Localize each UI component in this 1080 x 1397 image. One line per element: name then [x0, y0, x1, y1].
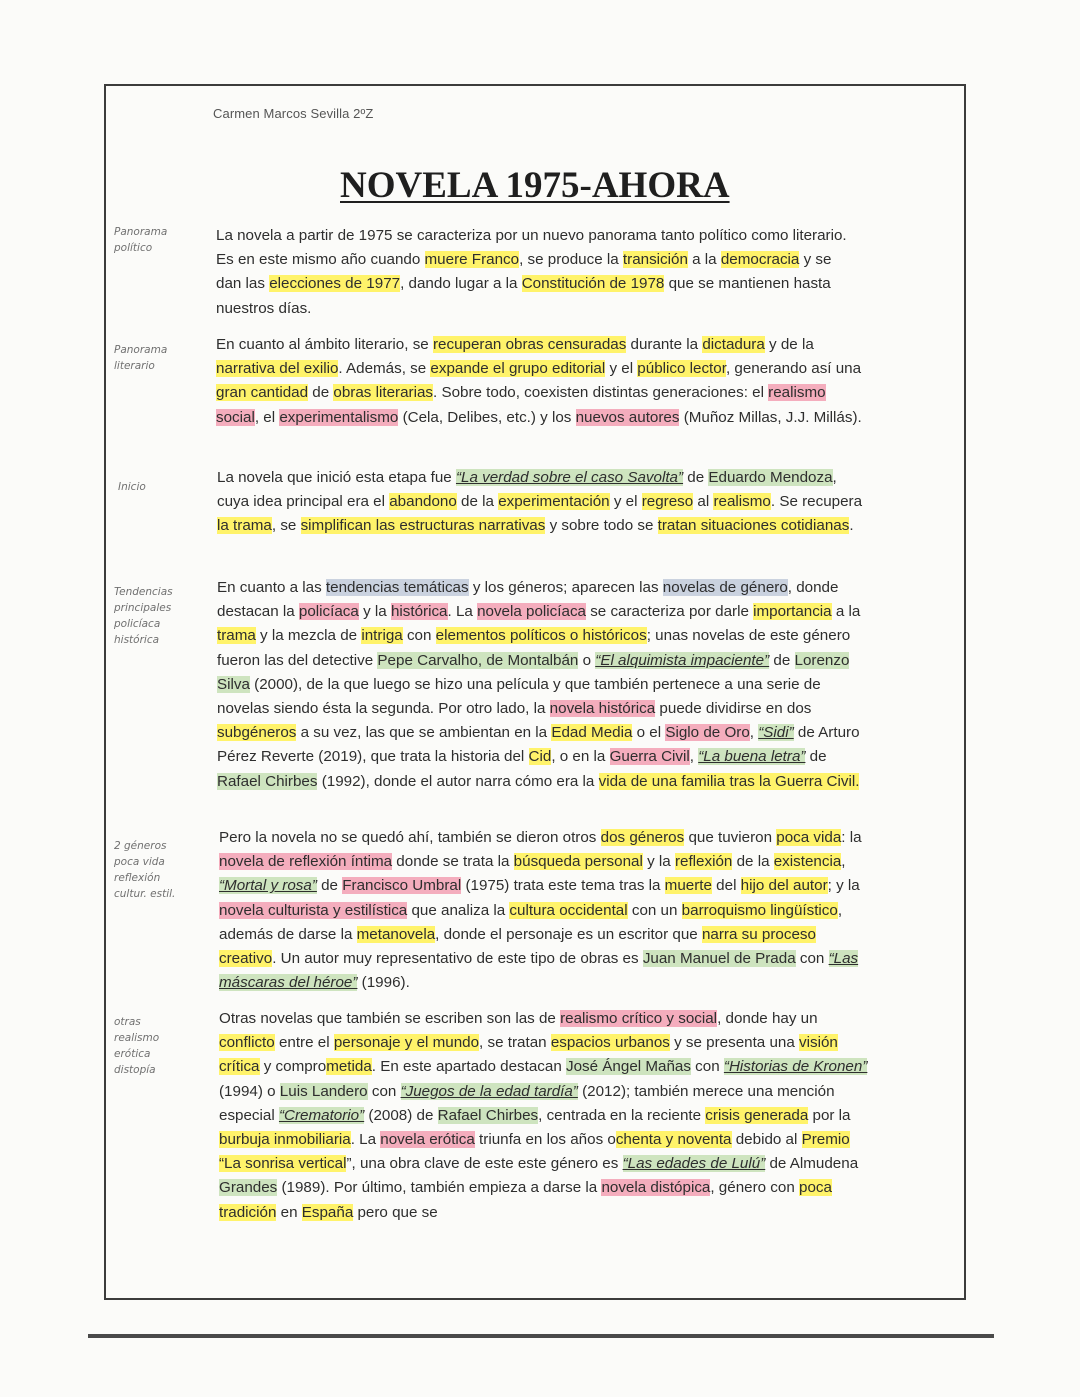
text-run: poca tradición: [219, 1179, 832, 1221]
paragraph-inicio: [217, 466, 863, 539]
paragraph-dos-generos: [219, 826, 869, 995]
text-run: histórica: [390, 603, 448, 621]
text-run: muerte: [664, 877, 712, 895]
text-run: de la: [732, 853, 774, 871]
text-run: ; unas novelas de este género fueron las del detective: [217, 627, 851, 669]
text-run: policíaca: [298, 603, 359, 621]
text-run: .: [849, 517, 854, 535]
text-run: La novela a partir de 1975 se caracteriza por un nuevo panorama tanto político como literario. Es en este mismo año cuando: [216, 227, 847, 269]
text-run: , se: [271, 517, 301, 535]
text-run: José Ángel Mañas: [566, 1058, 691, 1076]
text-run: y el: [605, 360, 638, 378]
text-run: , cuya idea principal era el: [217, 469, 837, 511]
text-run: realismo social: [216, 384, 826, 426]
text-run: del: [711, 877, 741, 895]
text-run: “Sidi”: [758, 724, 794, 742]
text-run: pero que se: [353, 1203, 438, 1221]
text-run: tratan situaciones cotidianas: [657, 517, 850, 535]
text-run: elementos políticos o históricos: [435, 627, 647, 645]
text-run: búsqueda personal: [513, 853, 643, 871]
text-run: nuevos autores: [575, 408, 680, 426]
text-run: conflicto: [219, 1034, 275, 1052]
text-run: narrativa del exilio: [216, 360, 339, 378]
page-title: NOVELA 1975-AHORA: [340, 165, 730, 206]
text-run: (Cela, Delibes, etc.) y los: [398, 408, 576, 426]
margin-note-line: distopía: [114, 1064, 156, 1076]
text-run: Edad Media: [551, 724, 633, 742]
text-run: barroquismo lingüístico: [681, 901, 838, 919]
margin-note-line: cultur. estil.: [114, 888, 176, 900]
text-run: experimentación: [498, 493, 610, 511]
text-run: . Además, se: [338, 360, 431, 378]
margin-note-line: Panorama: [114, 344, 168, 356]
text-run: espacios urbanos: [550, 1034, 670, 1052]
text-run: (2008) de: [364, 1106, 438, 1124]
text-run: “Las máscaras del héroe”: [219, 950, 859, 992]
text-run: , centrada en la reciente: [538, 1106, 706, 1124]
text-run: , género con: [710, 1179, 800, 1197]
text-run: con: [795, 950, 829, 968]
text-run: (1994) o: [219, 1082, 280, 1100]
text-run: , se tratan: [479, 1034, 551, 1052]
text-run: puede dividirse en dos: [655, 700, 812, 718]
text-run: Premio “La sonrisa vertical: [219, 1131, 850, 1173]
text-run: recuperan obras censuradas: [432, 336, 627, 353]
text-run: burbuja inmobiliaria: [219, 1131, 351, 1149]
text-run: . La: [350, 1131, 381, 1149]
text-run: en: [276, 1203, 302, 1221]
text-run: novelas de género: [662, 579, 788, 596]
text-run: abandono: [389, 493, 457, 511]
text-run: a la: [831, 603, 861, 621]
text-run: , donde hay un: [717, 1010, 818, 1027]
text-run: con: [690, 1058, 724, 1076]
text-run: “La verdad sobre el caso Savolta”: [455, 469, 684, 486]
text-run: ,: [689, 748, 699, 766]
text-run: o el: [632, 724, 666, 742]
text-run: y de la: [764, 336, 814, 353]
text-run: , además de darse la: [219, 901, 843, 943]
margin-note-line: literario: [114, 360, 155, 372]
text-run: (Muñoz Millas, J.J. Millás).: [679, 408, 862, 426]
text-run: España: [301, 1203, 354, 1221]
text-run: (1996).: [357, 974, 410, 992]
text-run: de: [769, 651, 795, 669]
text-run: . En este apartado destacan: [371, 1058, 566, 1076]
margin-note-line: 2 géneros: [114, 840, 167, 852]
text-run: importancia: [753, 603, 832, 621]
text-run: de: [805, 748, 827, 766]
text-run: y la mezcla de: [255, 627, 362, 645]
text-run: Pepe Carvalho, de Montalbán: [377, 651, 579, 669]
text-run: . Se recupera: [770, 493, 863, 511]
text-run: cultura occidental: [509, 901, 628, 919]
text-run: a su vez, las que se ambientan en la: [296, 724, 552, 742]
text-run: transición: [622, 251, 688, 269]
text-run: Rafael Chirbes: [217, 772, 318, 790]
text-run: donde se trata la: [392, 853, 514, 871]
text-run: y la: [642, 853, 675, 871]
text-run: Luis Landero: [279, 1082, 368, 1100]
text-run: de: [308, 384, 334, 402]
text-run: gran cantidad: [216, 384, 309, 402]
text-run: , donde destacan la: [217, 579, 839, 621]
text-run: “El alquimista impaciente”: [595, 651, 770, 669]
margin-note-inicio: [118, 479, 146, 495]
text-run: de: [683, 469, 709, 486]
text-run: elecciones de 1977: [269, 275, 401, 293]
margin-note-line: otras: [114, 1016, 141, 1028]
text-run: que analiza la: [407, 901, 510, 919]
text-run: realismo crítico y social: [560, 1010, 718, 1027]
text-run: que tuvieron: [684, 829, 777, 846]
text-run: tendencias temáticas: [325, 579, 469, 596]
text-run: novela erótica: [380, 1131, 475, 1149]
text-run: “Mortal y rosa”: [219, 877, 317, 895]
text-run: Eduardo Mendoza: [708, 469, 833, 486]
text-run: (1992), donde el autor narra cómo era la: [317, 772, 599, 790]
text-run: crisis generada: [705, 1106, 809, 1124]
text-run: (2012); también merece una mención especial: [219, 1082, 835, 1124]
text-run: En cuanto a las: [217, 579, 326, 596]
text-run: metida: [326, 1058, 372, 1076]
text-run: Francisco Umbral: [342, 877, 462, 895]
text-run: novela culturista y estilística: [219, 901, 408, 919]
text-run: . La: [447, 603, 478, 621]
text-run: con un: [627, 901, 682, 919]
text-run: experimentalismo: [279, 408, 399, 426]
text-run: Otras novelas que también se escriben son las de: [219, 1010, 561, 1027]
margin-note-tendencias: [114, 584, 173, 648]
text-run: ,: [749, 724, 759, 742]
text-run: Grandes: [219, 1179, 278, 1197]
text-run: ”, una obra clave de este este género es: [346, 1155, 623, 1173]
text-run: . Sobre todo, coexisten distintas generaciones: el: [433, 384, 769, 402]
text-run: : la: [841, 829, 862, 846]
paragraph-panorama-literario: [216, 333, 866, 430]
text-run: . Un autor muy representativo de este tipo de obras es: [272, 950, 643, 968]
text-run: ; y la: [827, 877, 860, 895]
text-run: Siglo de Oro: [665, 724, 750, 742]
text-run: (1989). Por último, también empieza a darse la: [277, 1179, 602, 1197]
margin-note-line: principales: [114, 602, 172, 614]
text-run: , o en la: [551, 748, 610, 766]
text-run: de Arturo Pérez Reverte (2019), que trata la historia del: [217, 724, 860, 766]
paragraph-tendencias: [217, 576, 873, 794]
text-run: al: [693, 493, 714, 511]
text-run: debido al: [731, 1131, 802, 1149]
text-run: existencia: [773, 853, 842, 871]
text-run: La novela que inició esta etapa fue: [217, 469, 456, 486]
text-run: dictadura: [702, 336, 765, 353]
margin-note-panorama-politico: [114, 224, 167, 256]
text-run: Pero la novela no se quedó ahí, también se dieron otros: [219, 829, 601, 846]
text-run: novela de reflexión íntima: [219, 853, 393, 871]
text-run: la trama: [217, 517, 272, 535]
text-run: de: [316, 877, 343, 895]
text-run: con: [367, 1082, 401, 1100]
text-run: realismo: [713, 493, 771, 511]
text-run: muere Franco: [424, 251, 520, 269]
text-run: o: [578, 651, 596, 669]
text-run: hijo del autor: [740, 877, 828, 895]
text-run: chenta y noventa: [615, 1131, 732, 1149]
text-run: poca vida: [776, 829, 842, 846]
text-run: , el: [254, 408, 280, 426]
text-run: entre el: [274, 1034, 334, 1052]
text-run: visión crítica: [219, 1034, 838, 1076]
text-run: , se produce la: [519, 251, 623, 269]
text-run: (1975) trata este tema tras la: [461, 877, 665, 895]
text-run: con: [402, 627, 436, 645]
page-shadow: [88, 1334, 994, 1338]
margin-note-line: erótica: [114, 1048, 151, 1060]
text-run: “Crematorio”: [278, 1106, 365, 1124]
text-run: y se presenta una: [669, 1034, 800, 1052]
margin-note-line: policíaca: [114, 618, 161, 630]
text-run: Juan Manuel de Prada: [642, 950, 796, 968]
text-run: Lorenzo Silva: [217, 651, 850, 693]
text-run: “Historias de Kronen”: [723, 1058, 868, 1076]
text-run: En cuanto al ámbito literario, se: [216, 336, 433, 353]
text-run: se caracteriza por darle: [585, 603, 754, 621]
text-run: , donde el personaje es un escritor que: [435, 925, 702, 943]
margin-note-line: Panorama: [114, 226, 168, 238]
margin-note-line: poca vida: [114, 856, 165, 868]
paragraph-panorama-politico: [216, 224, 860, 321]
text-run: expande el grupo editorial: [430, 360, 606, 378]
margin-note-line: reflexión: [114, 872, 161, 884]
text-run: de la: [456, 493, 499, 511]
text-run: novela policíaca: [477, 603, 586, 621]
author-header: Carmen Marcos Sevilla 2ºZ: [213, 106, 374, 121]
text-run: público lector: [637, 360, 726, 378]
text-run: metanovela: [356, 925, 436, 943]
text-run: a la: [687, 251, 721, 269]
text-run: durante la: [626, 336, 703, 353]
text-run: trama: [217, 627, 256, 645]
text-run: “Juegos de la edad tardía”: [400, 1082, 578, 1100]
text-run: por la: [808, 1106, 851, 1124]
text-run: narra su proceso creativo: [219, 925, 816, 968]
text-run: y sobre todo se: [545, 517, 658, 535]
text-run: regreso: [641, 493, 694, 511]
text-run: vida de una familia tras la Guerra Civil.: [598, 772, 860, 790]
margin-note-line: Tendencias: [114, 586, 173, 598]
text-run: novela histórica: [549, 700, 656, 718]
text-run: ,: [841, 853, 846, 871]
text-run: Cid: [528, 748, 552, 766]
text-run: subgéneros: [217, 724, 297, 742]
text-run: y el: [609, 493, 642, 511]
text-run: Rafael Chirbes: [437, 1106, 539, 1124]
text-run: “La buena letra”: [698, 748, 806, 766]
margin-note-panorama-literario: [114, 342, 167, 374]
text-run: y se dan las: [216, 251, 832, 293]
text-run: dos géneros: [600, 829, 685, 846]
text-run: y compro: [259, 1058, 327, 1076]
text-run: que se mantienen hasta nuestros días.: [216, 275, 831, 317]
margin-note-line: histórica: [114, 634, 160, 646]
text-run: (2000), de la que luego se hizo una película y que también pertenece a una serie de novelas siendo ésta la segunda. Por otro lado, la: [217, 675, 821, 718]
text-run: intriga: [361, 627, 403, 645]
text-run: , dando lugar a la: [400, 275, 522, 293]
text-run: obras literarias: [333, 384, 433, 402]
text-run: y la: [358, 603, 391, 621]
text-run: de Almudena: [765, 1155, 859, 1173]
text-run: y los géneros; aparecen las: [468, 579, 663, 596]
text-run: , generando así una: [725, 360, 862, 378]
paragraph-otras: [219, 1007, 873, 1225]
margin-note-line: realismo: [114, 1032, 160, 1044]
text-run: simplifican las estructuras narrativas: [300, 517, 546, 535]
text-run: “Las edades de Lulú”: [622, 1155, 766, 1173]
text-run: personaje y el mundo: [333, 1034, 480, 1052]
text-run: triunfa en los años o: [474, 1131, 616, 1149]
text-run: democracia: [720, 251, 800, 269]
margin-note-otras: [114, 1014, 159, 1078]
margin-note-dos-generos: [114, 838, 175, 902]
text-run: Constitución de 1978: [521, 275, 665, 293]
margin-note-line: político: [114, 242, 153, 254]
text-run: Guerra Civil: [609, 748, 690, 766]
text-run: reflexión: [674, 853, 733, 871]
margin-note-line: Inicio: [118, 481, 146, 493]
text-run: novela distópica: [601, 1179, 711, 1197]
